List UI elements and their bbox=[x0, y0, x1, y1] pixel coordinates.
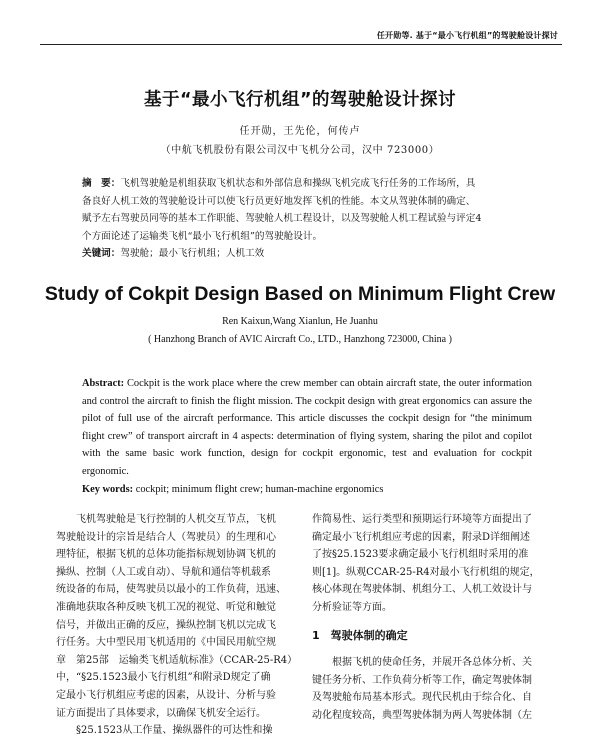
cn-abstract-label: 摘 要： bbox=[82, 178, 121, 189]
cn-abstract-line: 个方面论述了运输类飞机“最小飞行机组”的驾驶舱设计。 bbox=[82, 230, 323, 242]
body-line: 操纵、控制（人工或自动）、导航和通信等机载系 bbox=[56, 566, 271, 578]
body-line: 行任务。大中型民用飞机适用的《中国民用航空规 bbox=[56, 637, 276, 649]
body-line: 准确地获取各种反映飞机工况的视觉、听觉和触觉 bbox=[56, 601, 276, 613]
english-affiliation: ( Hanzhong Branch of AVIC Aircraft Co., LTD., Hanzhong 723000, China ) bbox=[148, 334, 452, 345]
body-line: 核心体现在驾驶体制、机组分工、人机工效设计与 bbox=[312, 584, 532, 596]
body-line: 及驾驶舱布局基本形式。现代民机由于综合化、自 bbox=[312, 692, 532, 704]
en-keywords-label: Key words: bbox=[82, 483, 134, 495]
body-line: 定最小飞行机组应考虑的因素，从设计、分析与验 bbox=[56, 689, 276, 701]
body-line: 分析验证等方面。 bbox=[312, 601, 392, 613]
cn-abstract-line: 备良好人机工效的驾驶舱设计可以使飞行员更好地发挥飞机的性能。本文从驾驶体制的确定、 bbox=[82, 195, 476, 207]
cn-abstract-line: 摘 要：飞机驾驶舱是机组获取飞机状态和外部信息和操纵飞机完成飞行任务的工作场所，具 bbox=[82, 178, 476, 189]
cn-abstract-line: 赋予左右驾驶员同等的基本工作职能、驾驶舱人机工程设计，以及驾驶舱人机工程试验与评定4 bbox=[82, 213, 482, 224]
body-line: 证方面提出了具体要求，以确保飞机安全运行。 bbox=[56, 707, 266, 719]
body-line: 确定最小飞行机组应考虑的因素，附录D详细阐述 bbox=[312, 531, 531, 543]
body-line: 了按§25.1523要求确定最小飞行机组时采用的准 bbox=[312, 549, 529, 561]
body-line: 驾驶舱设计的宗旨是结合人（驾驶员）的生理和心 bbox=[56, 531, 276, 543]
body-line: 飞机驾驶舱是飞行控制的人机交互节点，飞机 bbox=[56, 514, 276, 525]
body-line: 信号，并做出正确的反应，操纵控制飞机以完成飞 bbox=[56, 619, 276, 631]
body-column-left bbox=[56, 511, 298, 740]
body-line: 动化程度较高，典型驾驶体制为两人驾驶体制（左 bbox=[312, 709, 532, 721]
chinese-title: 基于“最小飞行机组”的驾驶舱设计探讨 bbox=[143, 90, 456, 110]
body-line: 中，“§25.1523最小飞行机组”和附录D规定了确 bbox=[56, 672, 271, 684]
english-authors: Ren Kaixun,Wang Xianlun, He Juanhu bbox=[222, 316, 378, 327]
cn-keywords-label: 关键词： bbox=[82, 248, 121, 259]
body-line: §25.1523从工作量、操纵器件的可达性和操 bbox=[56, 725, 273, 737]
english-title: Study of Cokpit Design Based on Minimum Flight Crew bbox=[44, 283, 556, 305]
cn-keywords: 关键词：驾驶舱；最小飞行机组；人机工效 bbox=[82, 248, 265, 259]
body-line: 则[1]。纵观CCAR-25-R4对最小飞行机组的规定， bbox=[312, 566, 540, 578]
body-line: 章 第25部 运输类飞机适航标准》（CCAR-25-R4） bbox=[56, 654, 298, 666]
en-keywords: Key words: cockpit; minimum flight crew; human-machine ergonomics bbox=[82, 483, 384, 495]
en-abstract-label: Abstract: bbox=[82, 378, 125, 389]
header-rule bbox=[40, 44, 562, 45]
chinese-authors: 任开勋，王先伦，何传卢 bbox=[239, 126, 361, 137]
en-abstract-body: Abstract: Cockpit is the work place where the crew member can obtain aircraft state, the outer information and control the aircraft to finish the flight mission. The cockpit design with great ergonomics can assure the pilot of full use of the aircraft performance. This article discusses the cockpit design for “the minimum flight crew” of transport aircraft in 4 aspects: determination of flying system, sharing the pilot and copilot with the same basic work function, design for cockpit ergonomic, test and evaluation for cockpit ergonomic. bbox=[82, 378, 532, 477]
body-line: 键任务分析、工作负荷分析等工作，确定驾驶体制 bbox=[312, 674, 532, 686]
section-heading-1: 1 驾驶体制的确定 bbox=[312, 628, 408, 642]
chinese-abstract bbox=[82, 175, 530, 263]
body-line: 统设备的布局，使驾驶员以最小的工作负荷，迅速、 bbox=[56, 584, 286, 596]
english-abstract bbox=[82, 375, 532, 498]
body-line: 根据飞机的使命任务，并展开各总体分析、关 bbox=[312, 657, 532, 669]
body-line: 理特征，根据飞机的总体功能指标规划协调飞机的 bbox=[56, 549, 276, 561]
body-column-right bbox=[312, 511, 548, 725]
running-head: 任开勋等. 基于“最小飞行机组”的驾驶舱设计探讨 bbox=[376, 31, 558, 40]
body-line: 作简易性、运行类型和预期运行环境等方面提出了 bbox=[312, 514, 532, 525]
chinese-affiliation: （中航飞机股份有限公司汉中飞机分公司，汉中 723000） bbox=[160, 145, 440, 156]
